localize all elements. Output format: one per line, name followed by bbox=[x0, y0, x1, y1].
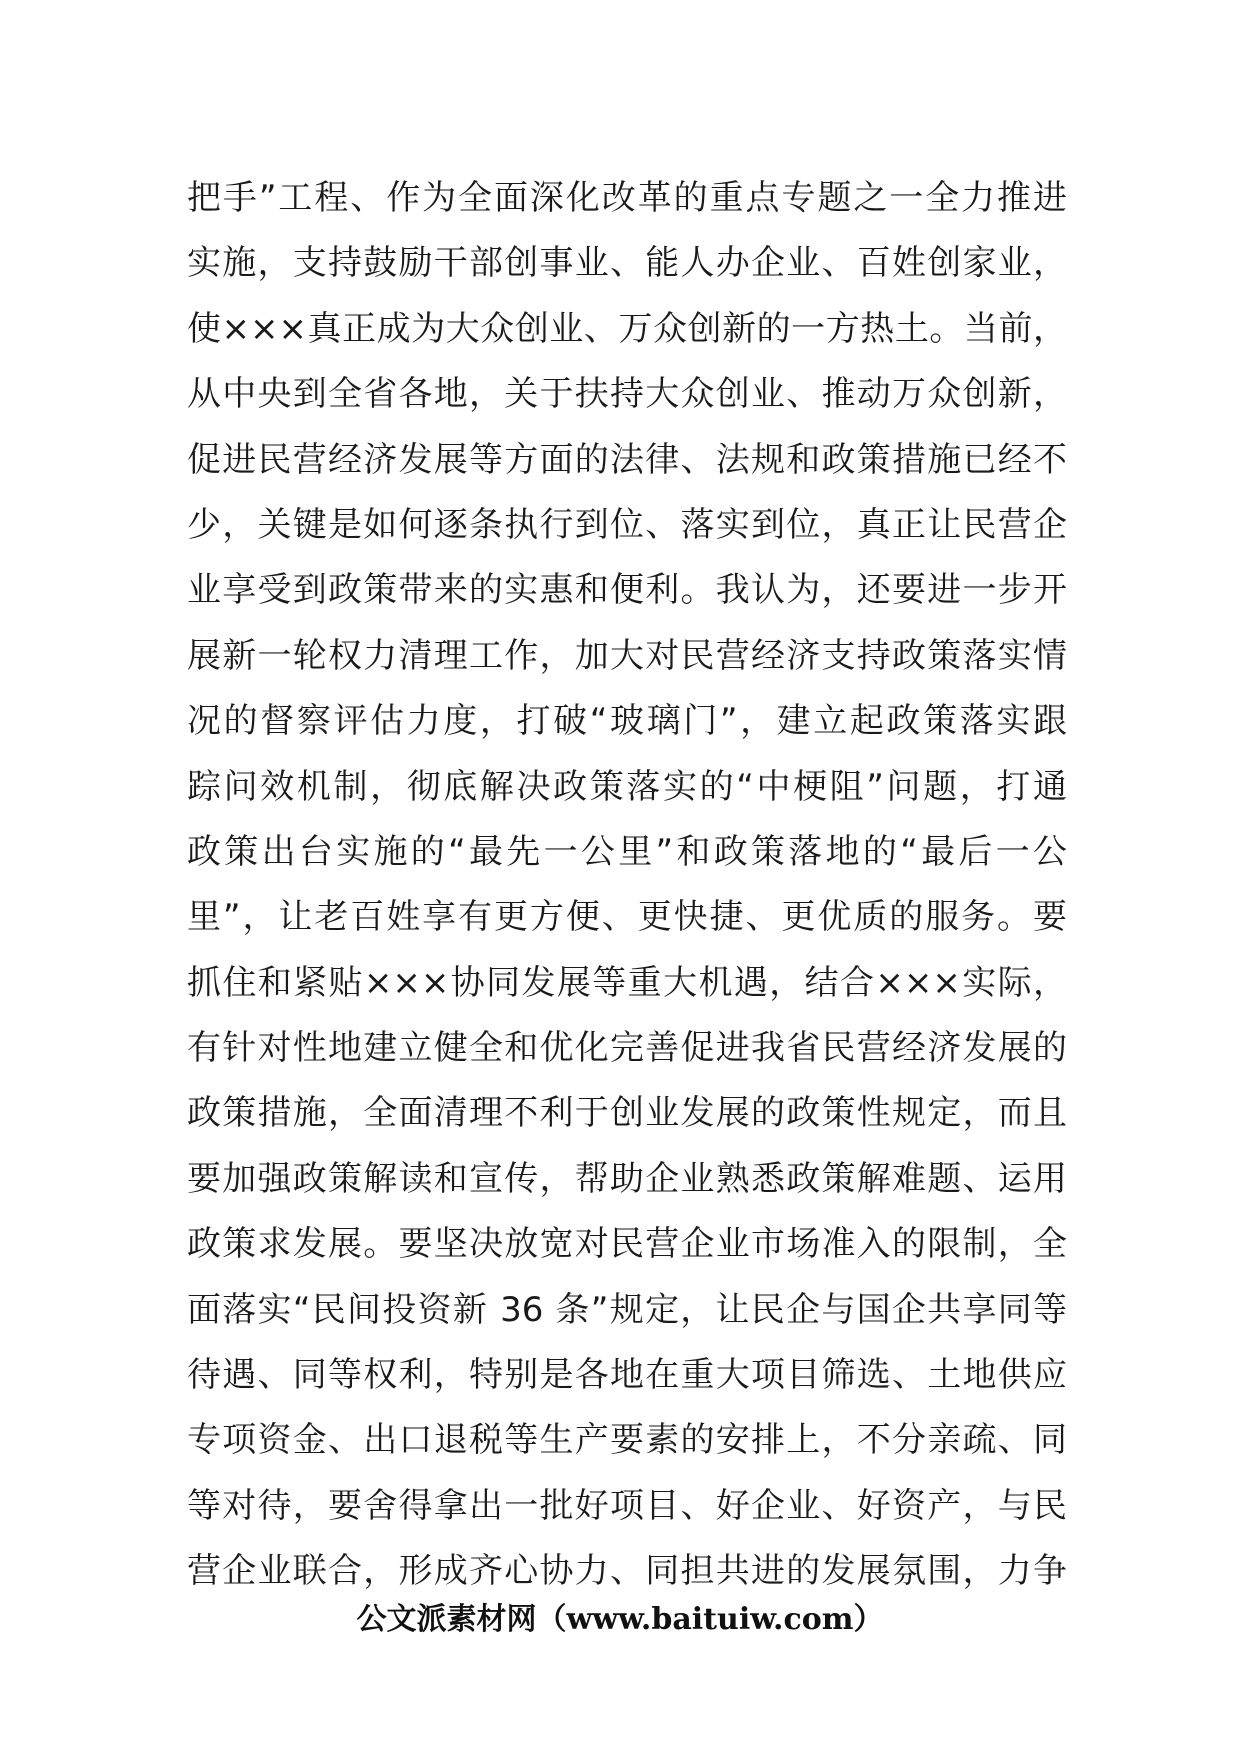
text-line: 政策措施，全面清理不利于创业发展的政策性规定，而且 bbox=[187, 1093, 1067, 1134]
text-line: 促进民营经济发展等方面的法律、法规和政策措施已经不 bbox=[187, 439, 1067, 480]
text-line: 从中央到全省各地，关于扶持大众创业、推动万众创新， bbox=[187, 374, 1067, 415]
text-line: 政策求发展。要坚决放宽对民营企业市场准入的限制，全 bbox=[187, 1224, 1067, 1265]
text-line: 使×××真正成为大众创业、万众创新的一方热土。当前， bbox=[187, 308, 1067, 349]
text-line: 要加强政策解读和宣传，帮助企业熟悉政策解难题、运用 bbox=[187, 1158, 1067, 1199]
body-paragraph bbox=[187, 166, 1067, 1605]
text-line: 面落实“民间投资新 36 条”规定，让民企与国企共享同等 bbox=[187, 1289, 1067, 1330]
text-line: 政策出台实施的“最先一公里”和政策落地的“最后一公 bbox=[187, 831, 1067, 872]
text-line: 业享受到政策带来的实惠和便利。我认为，还要进一步开 bbox=[187, 570, 1067, 611]
text-line: 营企业联合，形成齐心协力、同担共进的发展氛围，力争 bbox=[187, 1551, 1067, 1592]
text-line: 抓住和紧贴×××协同发展等重大机遇，结合×××实际， bbox=[187, 962, 1067, 1003]
text-line: 踪问效机制，彻底解决政策落实的“中梗阻”问题，打通 bbox=[187, 766, 1067, 807]
text-line: 待遇、同等权利，特别是各地在重大项目筛选、土地供应 bbox=[187, 1355, 1067, 1396]
text-line: 少，关键是如何逐条执行到位、落实到位，真正让民营企 bbox=[187, 504, 1067, 545]
text-line: 把手”工程、作为全面深化改革的重点专题之一全力推进 bbox=[187, 178, 1067, 218]
text-line: 展新一轮权力清理工作，加大对民营经济支持政策落实情 bbox=[187, 635, 1067, 676]
text-line: 有针对性地建立健全和优化完善促进我省民营经济发展的 bbox=[187, 1028, 1067, 1069]
text-line: 专项资金、出口退税等生产要素的安排上，不分亲疏、同 bbox=[187, 1420, 1067, 1461]
text-line: 况的督察评估力度，打破“玻璃门”，建立起政策落实跟 bbox=[187, 701, 1067, 742]
text-line: 等对待，要舍得拿出一批好项目、好企业、好资产，与民 bbox=[187, 1485, 1067, 1526]
text-line: 里”，让老百姓享有更方便、更快捷、更优质的服务。要 bbox=[187, 897, 1067, 938]
footer-source: 公文派素材网（www.baituiw.com） bbox=[356, 1602, 884, 1637]
text-line: 实施，支持鼓励干部创事业、能人办企业、百姓创家业， bbox=[187, 243, 1067, 284]
